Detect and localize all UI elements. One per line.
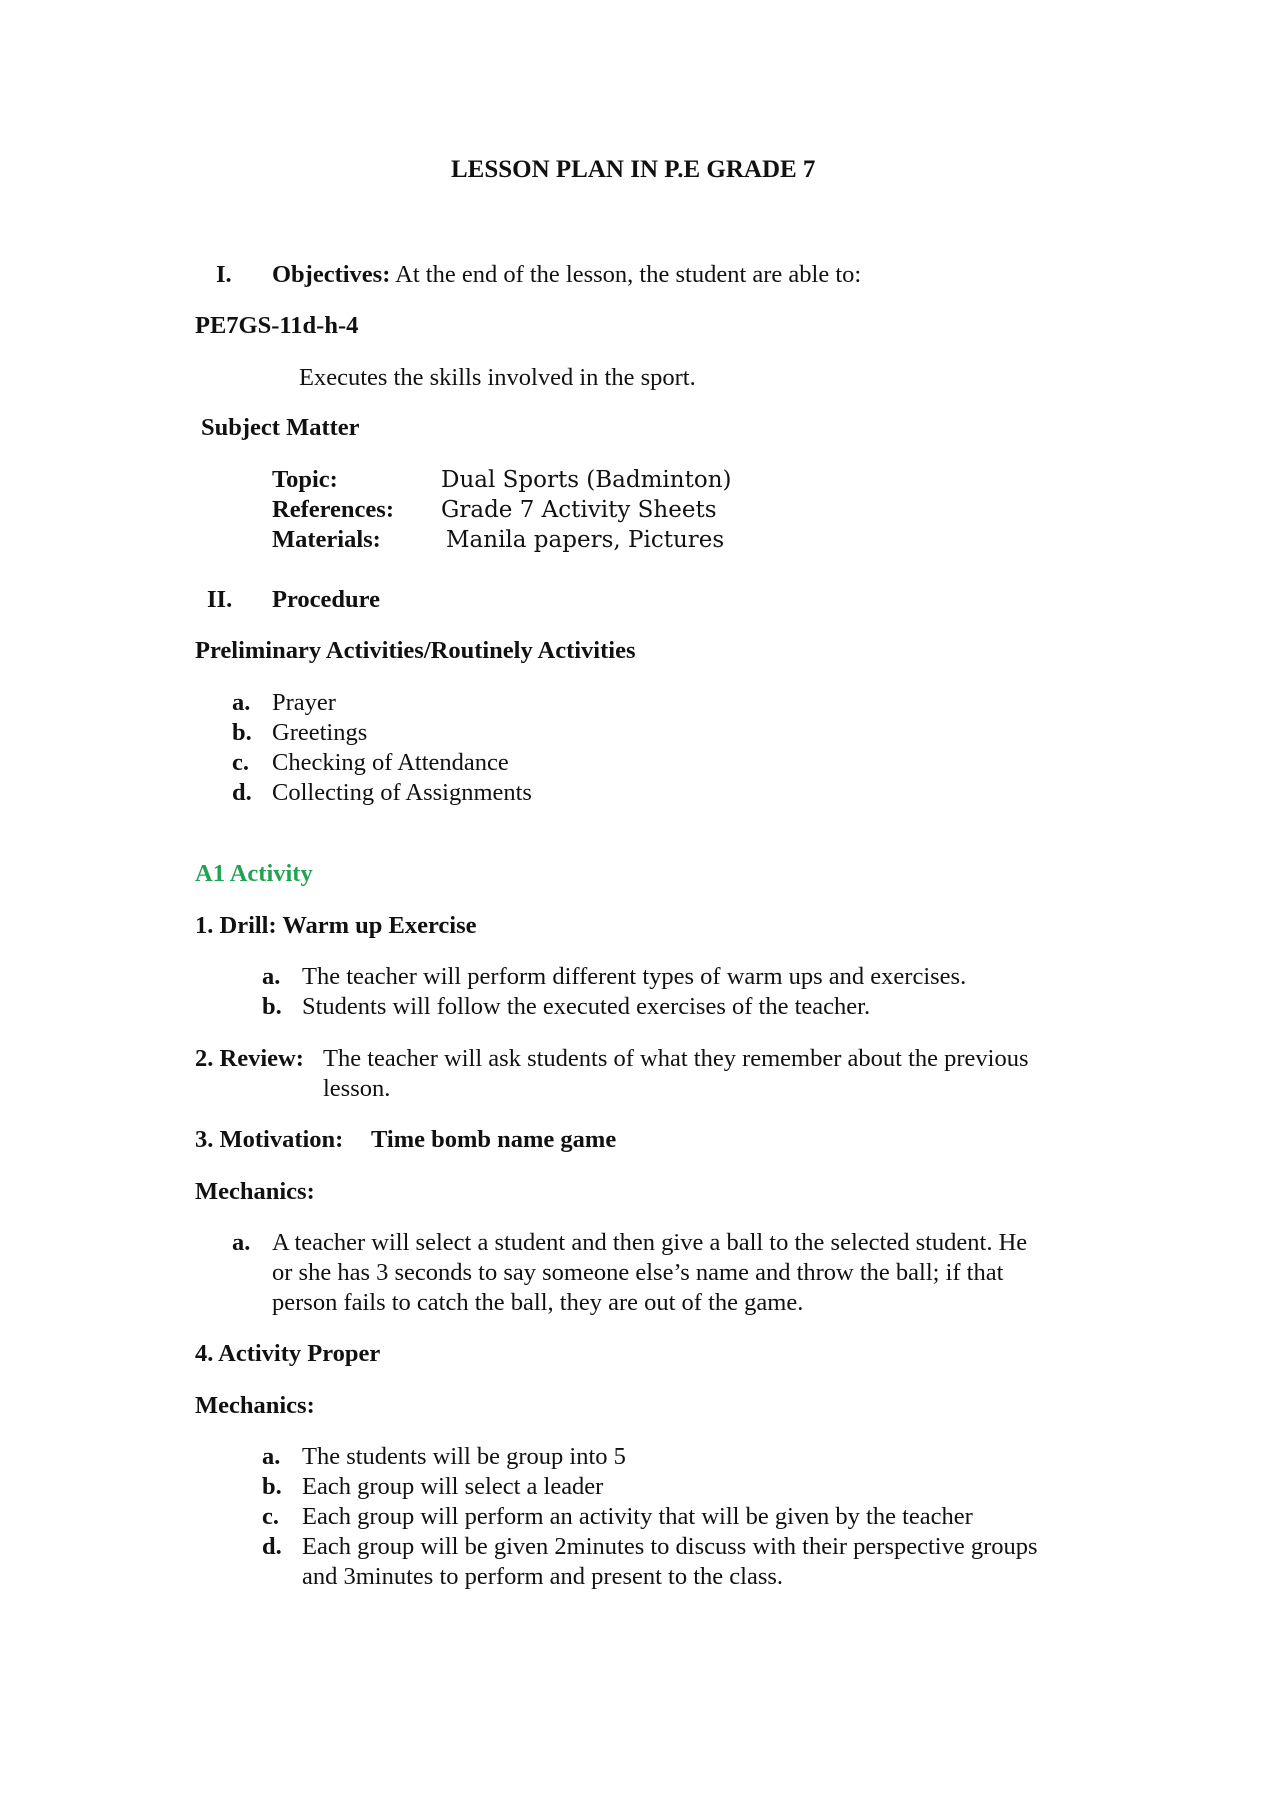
list-item-line: A teacher will select a student and then give a ball to the selected student. He <box>272 1229 1028 1256</box>
list-marker: c. <box>262 1503 279 1530</box>
list-item: Students will follow the executed exercises of the teacher. <box>302 993 871 1020</box>
motivation-label: 3. Motivation: <box>195 1126 344 1153</box>
list-marker: c. <box>232 749 249 776</box>
drill-heading: 1. Drill: Warm up Exercise <box>195 912 477 939</box>
materials-label: Materials: <box>272 526 381 553</box>
list-marker: b. <box>262 993 282 1020</box>
list-item: Greetings <box>272 719 368 746</box>
topic-label: Topic: <box>272 466 338 493</box>
competency-text: Executes the skills involved in the sport. <box>299 364 696 391</box>
list-marker: d. <box>232 779 252 806</box>
objectives-text: At the end of the lesson, the student are able to: <box>395 261 862 288</box>
page-title: LESSON PLAN IN P.E GRADE 7 <box>451 156 816 183</box>
review-text-line: lesson. <box>323 1075 391 1102</box>
list-item-line: or she has 3 seconds to say someone else’s name and throw the ball; if that <box>272 1259 1004 1286</box>
mechanics-heading: Mechanics: <box>195 1178 315 1205</box>
list-marker: a. <box>262 1443 281 1470</box>
list-item: Prayer <box>272 689 336 716</box>
list-marker: d. <box>262 1533 282 1560</box>
list-marker: b. <box>262 1473 282 1500</box>
list-marker: a. <box>232 1229 251 1256</box>
topic-value: Dual Sports (Badminton) <box>441 467 732 493</box>
list-item: Each group will perform an activity that will be given by the teacher <box>302 1503 973 1530</box>
motivation-game: Time bomb name game <box>371 1126 617 1153</box>
list-item: The teacher will perform different types of warm ups and exercises. <box>302 963 967 990</box>
procedure-heading: Procedure <box>272 586 380 613</box>
mechanics-heading: Mechanics: <box>195 1392 315 1419</box>
list-marker: a. <box>262 963 281 990</box>
objectives-numeral: I. <box>216 261 232 288</box>
list-item: Each group will select a leader <box>302 1473 604 1500</box>
review-text-line: The teacher will ask students of what they remember about the previous <box>323 1045 1029 1072</box>
list-item-line: person fails to catch the ball, they are out of the game. <box>272 1289 804 1316</box>
review-label: 2. Review: <box>195 1045 304 1072</box>
list-item: The students will be group into 5 <box>302 1443 626 1470</box>
activity-proper-heading: 4. Activity Proper <box>195 1340 381 1367</box>
list-item: Collecting of Assignments <box>272 779 532 806</box>
preliminary-heading: Preliminary Activities/Routinely Activities <box>195 637 636 664</box>
references-label: References: <box>272 496 394 523</box>
list-item: Each group will be given 2minutes to discuss with their perspective groups <box>302 1533 1038 1560</box>
list-item: Checking of Attendance <box>272 749 509 776</box>
list-item-line: and 3minutes to perform and present to the class. <box>302 1563 784 1590</box>
objectives-line <box>272 260 861 290</box>
objectives-label: Objectives: <box>272 261 391 288</box>
a1-activity-heading: A1 Activity <box>195 860 313 887</box>
materials-value: Manila papers, Pictures <box>446 527 725 553</box>
procedure-numeral: II. <box>207 586 233 613</box>
references-value: Grade 7 Activity Sheets <box>441 497 717 523</box>
list-marker: a. <box>232 689 251 716</box>
competency-code: PE7GS-11d-h-4 <box>195 312 359 339</box>
subject-matter-heading: Subject Matter <box>201 414 360 441</box>
list-marker: b. <box>232 719 252 746</box>
